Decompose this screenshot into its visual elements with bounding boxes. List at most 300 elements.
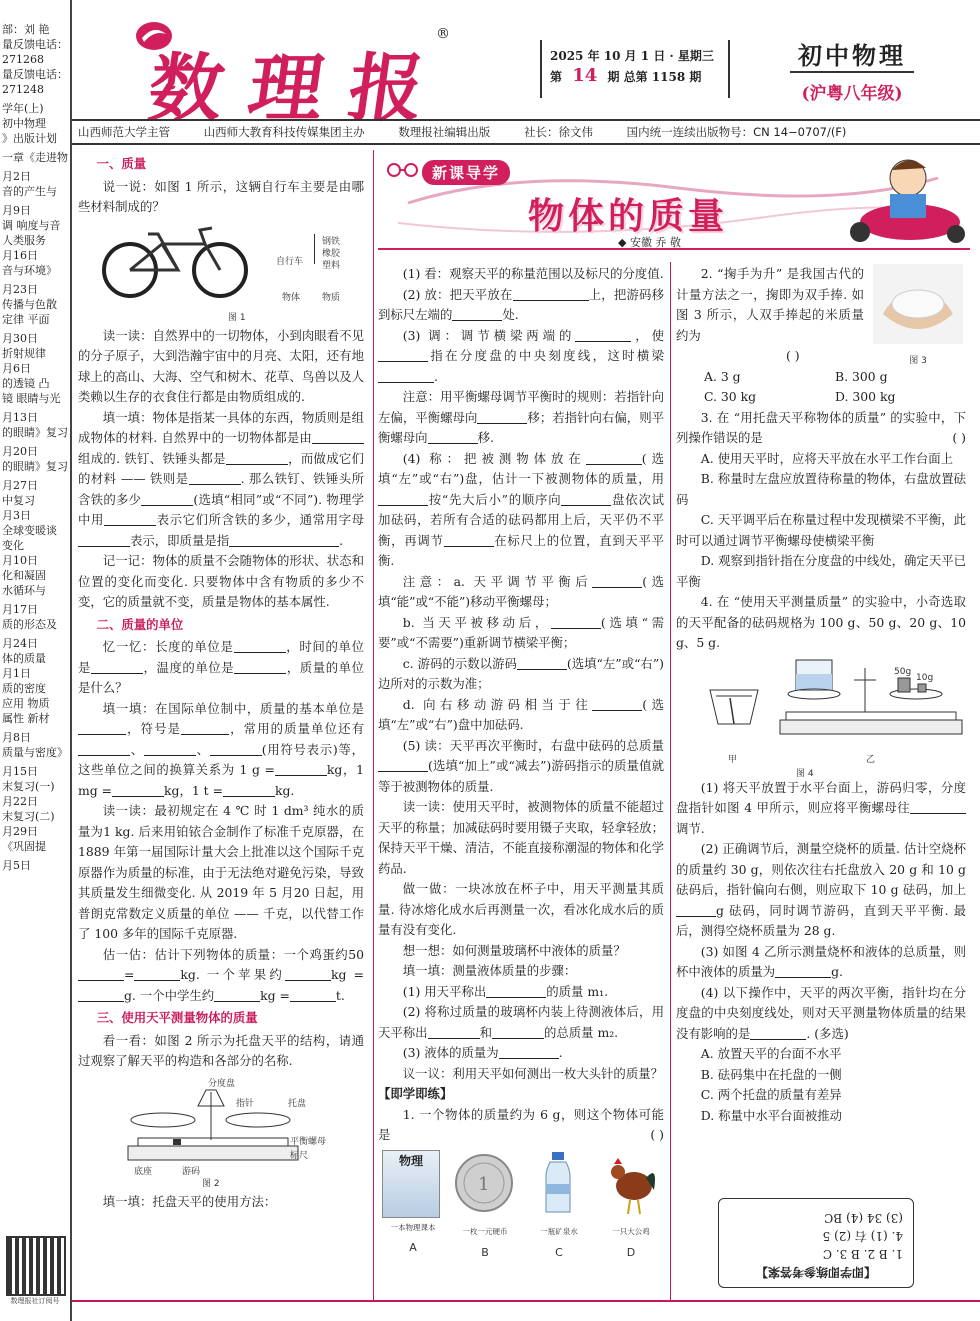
opt-c-cap: 一瓶矿泉水 — [540, 1227, 578, 1236]
para-look: 看一看：如图 2 所示为托盘天平的结构，请通过观察了解天平的构造和各部分的名称. — [78, 1032, 364, 1068]
blank[interactable] — [181, 720, 229, 735]
water-bottle-icon — [528, 1150, 588, 1216]
schedule-list — [2, 22, 68, 873]
schedule-line: 镜 眼睛与光 — [2, 392, 61, 405]
date-line: 2025 年 10 月 1 日 · 星期三 — [550, 49, 714, 63]
blank[interactable] — [214, 987, 260, 1002]
blank[interactable] — [444, 532, 494, 547]
q3-option-d[interactable]: D. 观察到指针指在分度盘的中线处，确定天平已平衡 — [676, 553, 966, 589]
schedule-line: 月24日 — [2, 637, 38, 650]
pub-item-3: 数理报社编辑出版 — [398, 125, 491, 139]
blank[interactable] — [141, 491, 193, 506]
blank[interactable] — [750, 1025, 806, 1040]
issue-box — [540, 40, 730, 98]
blank[interactable] — [78, 987, 124, 1002]
blank[interactable] — [676, 902, 716, 917]
pub-item-4: 社长：徐文伟 — [523, 125, 593, 139]
note-b: 移；若指针向右偏，则平衡螺母向 — [378, 409, 665, 445]
l3-b: . — [558, 1045, 563, 1060]
pub-item-1: 山西师范大学主管 — [78, 125, 170, 139]
weigh-d: 盘依次试加砝码，若所有合适的砝码都用上后，天平仍不平衡，再调节 — [378, 491, 664, 548]
fill2-c: ，常用的质量单位还有 — [229, 721, 365, 736]
q3-option-a[interactable]: A. 使用天平时，应将天平放在水平工作台面上 — [700, 450, 954, 466]
left-strip — [0, 0, 72, 1321]
qr-caption: 数理报社订阅号 — [10, 1297, 60, 1305]
blank[interactable] — [112, 782, 164, 797]
para-read-2: 读一读：最初规定在 4 ℃ 时 1 dm³ 纯水的质量为1 kg. 后来用铂铱合金制作了标准千克原器，在 1889 年第一届国际计量大会上批准以这个国际千克原器作为质量的标准，由于无法绝对避免污染，导致其质量发生细微变化. 从 2019 年 5 月20 日起，用普朗克常数定义质量的单位 —— 千克，以代替工作了 100 多年的国际千克原器. — [78, 803, 364, 941]
q2-option-b[interactable]: B. 300 g — [835, 368, 888, 384]
blank[interactable] — [290, 987, 336, 1002]
schedule-line: 质量与密度》 — [2, 746, 68, 759]
schedule-line: 月2日 — [2, 170, 31, 183]
weigh-a: (4) 称：把被测物体放在 — [402, 450, 586, 466]
q4-part-1 — [676, 778, 966, 840]
n3-b: (选填“左”或“右”)边所对的示数为准； — [378, 655, 664, 691]
schedule-line: 质的密度 — [2, 682, 46, 695]
blank[interactable] — [486, 983, 546, 998]
schedule-line: 》出版计划 — [2, 132, 57, 145]
n4-b: (选填“左”或“右”)盘中加砝码. — [378, 696, 664, 732]
schedule-line: 学年(上) — [2, 102, 44, 115]
para-think: 想一想：如何测量玻璃杯中液体的质量？ — [402, 942, 626, 958]
para-remember: 记一记：物体的质量不会随物体的形状、状态和位置的变化而变化. 只要物体中含有物质的多少不变，它的质量就不变，质量是物体的基本属性. — [78, 553, 364, 609]
para-fill-2: 填一填：在国际单位制中，质量的基本单位是，符号是 ，常用的质量单位还有、 、 (用符号表示)等，这些单位之间的换算关系为 1 g = kg，1 mg = kg，1 t = kg. — [78, 700, 365, 798]
est-a: 估一估：估计下列物体的质量：一个鸡蛋约50 — [102, 946, 364, 962]
adjust-a: (3) 调：调节横梁两端的 — [402, 327, 576, 343]
section-heading-mass: 一、质量 — [96, 156, 147, 171]
fig2-label-pan: 托盘 — [288, 1098, 307, 1109]
schedule-line: 变化 — [2, 539, 24, 552]
author-line: ◆ 安徽 乔 敬 — [618, 236, 681, 249]
blank[interactable] — [285, 966, 331, 981]
recall-d: ，质量的单位是什么？ — [78, 659, 365, 695]
q3-paren: ( ) — [952, 430, 966, 445]
liquid-step-1 — [378, 982, 664, 1003]
blank[interactable] — [575, 327, 631, 342]
para-read-1: 读一读：自然界中的一切物体，小到肉眼看不见的分子原子，大到浩瀚宇宙中的月亮、太阳，还有地球上的高山、大海、空气和树木、花草、鸟兽以及人类赖以生存的衣食住行都是由物质组成的. — [78, 327, 364, 404]
blank[interactable] — [234, 659, 286, 674]
answers-title: 【即学即练参考答案】 — [756, 1265, 877, 1279]
schedule-line: 定律 平面 — [2, 313, 50, 326]
l1-a: (1) 用天平称出 — [402, 983, 487, 999]
schedule-line: 折射规律 — [2, 347, 46, 360]
schedule-line: 的眼睛》复习 — [2, 460, 68, 473]
q1-paren: ( ) — [650, 1127, 664, 1142]
column-3 — [676, 264, 966, 1126]
fig1-caption: 图 1 — [228, 312, 246, 323]
publisher-bar — [72, 119, 980, 145]
schedule-line: 传播与色散 — [2, 298, 57, 311]
blank[interactable] — [104, 511, 156, 526]
blank[interactable] — [134, 966, 180, 981]
blank[interactable] — [78, 741, 130, 756]
issue-number: 14 — [572, 65, 598, 86]
blank[interactable] — [492, 1024, 544, 1039]
step-adjust — [378, 326, 664, 388]
recall-a: 忆一忆：长度的单位是 — [102, 639, 234, 654]
q44-b: . (多选) — [806, 1025, 849, 1041]
read-a: (5) 读：天平再次平衡时，右盘中砝码的总质量 — [402, 737, 664, 753]
n3-a: c. 游码的示数以游码 — [402, 655, 517, 671]
fill1-d: . 那么铁钉、铁锤头所含铁的多少 — [78, 471, 364, 507]
answers-line-2: 4. (1) 右 (2) 5 — [822, 1229, 903, 1243]
blank[interactable] — [592, 573, 642, 588]
est-f: kg = — [260, 987, 290, 1003]
blank[interactable] — [775, 963, 831, 978]
q3-option-b[interactable]: B. 称量时左盘应放置待称量的物体，右盘放置砝码 — [676, 471, 966, 507]
article-banner — [378, 148, 970, 254]
note-c-line — [378, 654, 664, 695]
schedule-line: 月15日 — [2, 765, 38, 778]
schedule-line: 的眼睛》复习 — [2, 426, 68, 439]
note-adjust — [378, 387, 664, 449]
recall-b: ，时间的单位是 — [78, 639, 365, 675]
blank[interactable] — [428, 429, 478, 444]
fig4-label-weight-10: 10g — [916, 672, 934, 683]
fig4-label-yi: 乙 — [866, 754, 876, 765]
rooster-icon — [600, 1150, 660, 1216]
edition-subtitle: (沪粤八年级) — [801, 84, 903, 104]
q4-part-4 — [676, 983, 966, 1045]
blank[interactable] — [91, 659, 143, 674]
schedule-line: 应用 物质 — [2, 697, 50, 710]
fig2-label-base: 底座 — [134, 1166, 153, 1177]
schedule-line: 月16日 — [2, 249, 38, 262]
blank[interactable] — [78, 720, 126, 735]
book-label: 物理 — [398, 1153, 423, 1168]
blank[interactable] — [312, 429, 364, 444]
fig1-label-object: 物体 — [282, 292, 301, 303]
fig2-caption: 图 2 — [202, 1178, 220, 1189]
schedule-line: 部：刘 艳 — [2, 23, 50, 36]
n2-a: b. 当天平被移动后， — [402, 614, 551, 630]
fig2-label-rider: 游码 — [182, 1166, 201, 1177]
weigh-e: 在标尺上的位置，直到天平平衡. — [378, 532, 665, 568]
schedule-line: 月17日 — [2, 603, 38, 616]
blank[interactable] — [78, 532, 130, 547]
q1-option-a[interactable] — [382, 1150, 444, 1259]
banner-rule — [378, 248, 970, 250]
schedule-line: 体的质量 — [2, 652, 46, 665]
subject-title: 初中物理 — [790, 36, 914, 73]
schedule-line: 月29日 — [2, 825, 38, 838]
blank[interactable] — [378, 347, 428, 362]
rice-hands-icon — [873, 264, 963, 344]
fig2-label-scale: 标尺 — [290, 1150, 309, 1161]
fig3-caption: 图 3 — [909, 355, 927, 366]
weigh-c: 按“先大后小”的顺序向 — [428, 491, 562, 507]
section-heading-balance: 三、使用天平测量物体的质量 — [96, 1010, 258, 1025]
banner-tag: 新课导学 — [422, 160, 510, 185]
note-d-line — [378, 695, 664, 736]
practice-heading: 【即学即练】 — [378, 1086, 453, 1101]
fig4-label-jia: 甲 — [728, 754, 738, 765]
schedule-line: 月20日 — [2, 445, 38, 458]
para-fill-1: 填一填：物体是指某一具体的东西，物质则是组成物体的材料. 自然界中的一切物体都是由组成的. 铁钉、铁锤头都是 ，而做成它们的材料 —— 铁则是 . 那么铁钉、铁锤头所含铁的多少 (选填“相同”或“不同”). 物理学中用 表示它们所含铁的多少，通常用字母表示，即质量是指 . — [78, 409, 365, 548]
schedule-line: 人类服务 — [2, 234, 46, 247]
step-look: (1) 看：观察天平的称量范围以及标尺的分度值. — [402, 266, 664, 281]
schedule-line: 月5日 — [2, 859, 31, 872]
blank[interactable] — [499, 1044, 559, 1059]
fill1-g: 表示，即质量是指 — [130, 532, 230, 548]
textbook-image — [382, 1150, 440, 1218]
blank[interactable] — [78, 966, 124, 981]
blank[interactable] — [189, 470, 241, 485]
schedule-line: 月1日 — [2, 667, 31, 680]
column-1 — [78, 152, 364, 1212]
opt-c-letter: C — [555, 1245, 563, 1259]
qr-code — [6, 1236, 66, 1296]
blank[interactable] — [910, 799, 966, 814]
est-d: kg = — [331, 967, 364, 982]
schedule-line: 音与环境》 — [2, 264, 57, 277]
schedule-line: 一章《走进物 — [2, 151, 68, 164]
issue-total: 期 总第 1158 期 — [607, 70, 702, 84]
schedule-line: 月27日 — [2, 479, 38, 492]
blank[interactable] — [234, 638, 286, 653]
l2-b: 和 — [479, 1024, 492, 1040]
q4-option-d[interactable]: D. 称量中水平台面被推动 — [700, 1107, 843, 1123]
schedule-line: 全球变暖谈 — [2, 524, 57, 537]
schedule-line: 月23日 — [2, 283, 38, 296]
fig1-label-bike: 自行车 — [276, 256, 304, 267]
fig4-caption: 图 4 — [796, 768, 814, 779]
bicycle-icon — [100, 222, 250, 298]
liquid-step-2 — [378, 1002, 664, 1043]
fig2-label-dial: 分度盘 — [208, 1078, 236, 1089]
liquid-step-3 — [378, 1043, 664, 1064]
schedule-line: 月3日 — [2, 509, 31, 522]
answers-line-1: 1. B 2. B 3. C — [822, 1247, 903, 1261]
blank[interactable] — [551, 614, 601, 629]
col-separator-1 — [373, 150, 374, 1300]
schedule-line: 月30日 — [2, 332, 38, 345]
weigh-b: (选填“左”或“右”)盘，估计一下被测物体的质量，用 — [378, 450, 664, 486]
n1-a: 注意：a. 天平调节平衡后 — [402, 573, 593, 589]
fig1-label-plastic: 塑料 — [322, 260, 341, 271]
para-discuss: 议一议：利用天平如何测出一枚大头针的质量？ — [402, 1065, 663, 1081]
balance-with-beaker-icon — [776, 654, 966, 746]
read-b: (选填“加上”或“减去”)游码指示的质量值就等于被测物体的质量. — [378, 758, 664, 794]
n1-b: (选填“能”或“不能”)移动平衡螺母； — [378, 573, 664, 609]
note-a-line — [378, 572, 664, 613]
figure-2 — [78, 1074, 364, 1189]
q2-option-d[interactable]: D. 300 kg — [835, 389, 896, 404]
registered-mark: ® — [436, 26, 450, 42]
schedule-line: 271248 — [2, 83, 44, 96]
place-b: 上，把游码移到标尺左端的 — [378, 286, 664, 322]
logo-char-2: 理 — [243, 46, 328, 132]
schedule-line: 月9日 — [2, 204, 31, 217]
l2-c: 的总质量 m₂. — [543, 1024, 619, 1040]
blank[interactable] — [428, 1024, 480, 1039]
logo-char-3: 报 — [343, 46, 428, 132]
l1-b: 的质量 m₁. — [546, 983, 609, 999]
est-b: = — [124, 967, 135, 982]
para-read-3: 读一读：使用天平时，被测物体的质量不能超过天平的称量；加减砝码时要用镊子夹取，轻拿轻放；保持天平干燥、清洁，不能直接称潮湿的物体和化学药品. — [378, 799, 664, 876]
q41-b: 调节. — [676, 820, 705, 836]
schedule-line: 《巩固提 — [2, 840, 46, 853]
fig1-label-steel: 钢铁 — [322, 236, 341, 247]
question-2: 2. “掬手为升” 是我国古代的计量方法之一，掬即为双手捧. 如图 3 所示，人双手捧起的米质量约为 — [676, 266, 864, 343]
fig2-label-pointer: 指针 — [236, 1098, 255, 1109]
figure-1 — [78, 222, 364, 322]
q43-a: (3) 如图 4 乙所示测量烧杯和液体的总质量，则杯中液体的质量为 — [676, 943, 966, 979]
fig2-label-nut: 平衡螺母 — [290, 1136, 327, 1147]
fig4-label-weight-50: 50g — [894, 666, 912, 677]
q1-text: 1. 一个物体的质量约为 6 g，则这个物体可能是 — [378, 1106, 664, 1142]
fill1-b: 组成的. 铁钉、铁锤头都是 — [78, 450, 226, 466]
para-fill-3: 填一填：托盘天平的使用方法： — [102, 1193, 277, 1209]
blank[interactable] — [586, 450, 642, 465]
schedule-line: 271268 — [2, 53, 44, 66]
q4-option-a[interactable]: A. 放置天平的台面不水平 — [700, 1046, 842, 1061]
blank[interactable] — [229, 532, 339, 547]
q2-paren: ( ) — [786, 348, 800, 363]
blank[interactable] — [517, 655, 567, 670]
blank[interactable] — [378, 491, 428, 506]
pub-item-2: 山西师大教育科技传媒集团主办 — [203, 125, 365, 139]
blank[interactable] — [378, 368, 434, 383]
q42-b: g 砝码，同时调节游码，直到天平平衡. 最后，测得空烧杯质量为 28 g. — [676, 902, 966, 938]
para-do: 做一做：一块冰放在杯子中，用天平测量其质量. 待冰熔化成水后再测量一次，看冰化成水后的质量有没有变化. — [378, 881, 664, 937]
schedule-line: 末复习(二) — [2, 810, 55, 823]
adjust-d: . — [434, 368, 438, 384]
opt-b-letter: B — [481, 1245, 489, 1259]
blank[interactable] — [513, 286, 589, 301]
est-e: g. 一个中学生约 — [124, 987, 215, 1003]
blank[interactable] — [592, 696, 642, 711]
figure-4 — [676, 654, 966, 778]
answers-line-3: (3) 34 (4) BC — [824, 1211, 903, 1225]
fill2-b: ，符号是 — [126, 721, 182, 736]
blank[interactable] — [561, 491, 611, 506]
opt-a-cap: 一本物理课本 — [390, 1222, 436, 1232]
opt-b-cap: 一枚一元硬币 — [462, 1227, 508, 1236]
q4-part-2 — [676, 839, 966, 942]
schedule-line: 化和凝固 — [2, 569, 46, 582]
q41-a: (1) 将天平放置于水平台面上，游码归零，分度盘指针如图 4 甲所示，则应将平衡螺母往 — [676, 779, 966, 815]
fill2-a: 填一填：在国际单位制中，质量的基本单位是 — [102, 700, 364, 716]
blank[interactable] — [452, 306, 502, 321]
blank[interactable] — [477, 409, 527, 424]
question-4: 4. 在 “使用天平测量质量” 的实验中，小奇选取的天平配备的砝码规格为 100 g、50 g、20 g、10 g、5 g. — [676, 594, 966, 650]
q2-option-c[interactable]: C. 30 kg — [704, 389, 757, 404]
place-a: (2) 放：把天平放在 — [402, 286, 513, 302]
q44-a: (4) 以下操作中，天平的两次平衡，指针均在分度盘的中央刻度线处，则对天平测量物体质量的结果没有影响的是 — [676, 984, 966, 1041]
blank[interactable] — [378, 757, 428, 772]
schedule-line: 月10日 — [2, 554, 38, 567]
blank[interactable] — [223, 782, 275, 797]
q43-b: g. — [831, 964, 843, 979]
opt-d-cap: 一只大公鸡 — [612, 1227, 650, 1236]
schedule-line: 月6日 — [2, 362, 31, 375]
q1-option-c[interactable] — [528, 1150, 590, 1264]
q3-option-c[interactable]: C. 天平调平后在称量过程中发现横梁不平衡，此时可以通过调节平衡螺母使横梁平衡 — [676, 512, 966, 548]
glasses-icon — [386, 158, 420, 180]
q42-a: (2) 正确调节后，测量空烧杯的质量. 估计空烧杯的质量约 30 g，则依次往右托盘放入 20 g 和 10 g 砝码后，指针偏向右侧，则应取下 10 g 砝码，加上 — [676, 841, 966, 897]
para-recall — [78, 637, 364, 699]
coin-icon — [454, 1150, 514, 1216]
note-a: 注意：用平衡螺母调节平衡时的规则：若指针向左偏，平衡螺母向 — [378, 389, 664, 425]
para-estimate — [78, 945, 364, 1007]
q2-option-a[interactable]: A. 3 g — [704, 368, 741, 384]
svg-text:1: 1 — [478, 1173, 490, 1195]
column-2 — [378, 264, 665, 1259]
blank[interactable] — [226, 450, 288, 465]
step-weigh — [378, 449, 664, 572]
pub-item-5: 国内统一连续出版物号：CN 14−0707/(F) — [626, 125, 847, 139]
q4-option-c[interactable]: C. 两个托盘的质量有差异 — [700, 1087, 842, 1102]
question-3 — [676, 408, 966, 449]
opt-a-letter: A — [409, 1241, 417, 1254]
para-fill-4: 填一填：测量液体质量的步骤： — [402, 963, 577, 978]
schedule-line: 属性 新材 — [2, 712, 50, 725]
logo-char-1: 数 — [143, 46, 228, 132]
schedule-line: 量反馈电话： — [2, 38, 68, 51]
blank[interactable] — [275, 761, 327, 776]
q1-option-d[interactable] — [600, 1150, 662, 1264]
l3-a: (3) 液体的质量为 — [402, 1045, 499, 1060]
adjust-c: 指在分度盘的中央刻度线，这时横梁 — [428, 348, 664, 363]
q3-text: 3. 在 “用托盘天平称物体的质量” 的实验中，下列操作错误的是 — [676, 409, 966, 445]
blank[interactable] — [210, 741, 262, 756]
schedule-line: 中复习 — [2, 494, 35, 507]
schedule-line: 月13日 — [2, 411, 38, 424]
dial-gauge-icon — [706, 684, 762, 732]
note-c: 移. — [477, 430, 494, 445]
opt-d-letter: D — [626, 1245, 636, 1259]
fill2-d: (用符号表示)等，这些单位之间的换算关系为 1 g = — [78, 741, 364, 777]
issue-prefix: 第 — [550, 70, 563, 84]
l2-a: (2) 将称过质量的玻璃杯内装上待测液体后，用天平称出 — [378, 1004, 664, 1040]
schedule-line: 调 响度与音 — [2, 219, 61, 232]
q4-option-b[interactable]: B. 砝码集中在托盘的一侧 — [700, 1066, 842, 1082]
issue-line — [542, 66, 728, 87]
step-place — [378, 285, 664, 326]
figure-3 — [870, 264, 966, 366]
est-c: kg. 一个苹果约 — [180, 967, 286, 982]
fill1-c: ，而做成它们的材料 —— 铁则是 — [78, 450, 364, 486]
note-b-line — [378, 613, 664, 654]
q2-options — [676, 367, 966, 408]
schedule-line: 质的形态及 — [2, 618, 57, 631]
schedule-line: 量反馈电话： — [2, 68, 68, 81]
fill2-e: kg，1 mg = — [78, 762, 364, 798]
q4-part-3 — [676, 942, 966, 983]
schedule-line: 水循环与 — [2, 584, 46, 597]
schedule-line: 末复习(一) — [2, 780, 55, 793]
est-g: t. — [335, 987, 345, 1003]
schedule-line: 月8日 — [2, 731, 31, 744]
fill1-e: (选填“相同”或“不同”). 物理学中用 — [78, 491, 365, 527]
n2-b: (选填“需要”或“不需要”)重新调节横梁平衡； — [378, 614, 665, 650]
fill1-f: 表示它们所含铁的多少，通常用字母 — [156, 512, 364, 527]
section-heading-units: 二、质量的单位 — [96, 616, 184, 632]
blank[interactable] — [144, 741, 196, 756]
fill1-a: 填一填：物体是指某一具体的东西，物质则是组成物体的材料. 自然界中的一切物体都是由 — [78, 409, 364, 445]
schedule-line: 音的产生与 — [2, 185, 57, 198]
fill2-g: kg. — [274, 782, 295, 798]
answer-box — [718, 1198, 914, 1288]
fig1-label-matter: 物质 — [322, 292, 341, 303]
q1-option-b[interactable] — [454, 1150, 516, 1264]
recall-c: ，温度的单位是 — [142, 659, 235, 675]
para-talk: 说一说：如图 1 所示，这辆自行车主要是由哪些材料制成的？ — [78, 178, 364, 214]
schedule-line: 初中物理 — [2, 117, 46, 130]
fig1-brace — [314, 234, 320, 264]
fill2-f: kg，1 t = — [164, 782, 223, 798]
